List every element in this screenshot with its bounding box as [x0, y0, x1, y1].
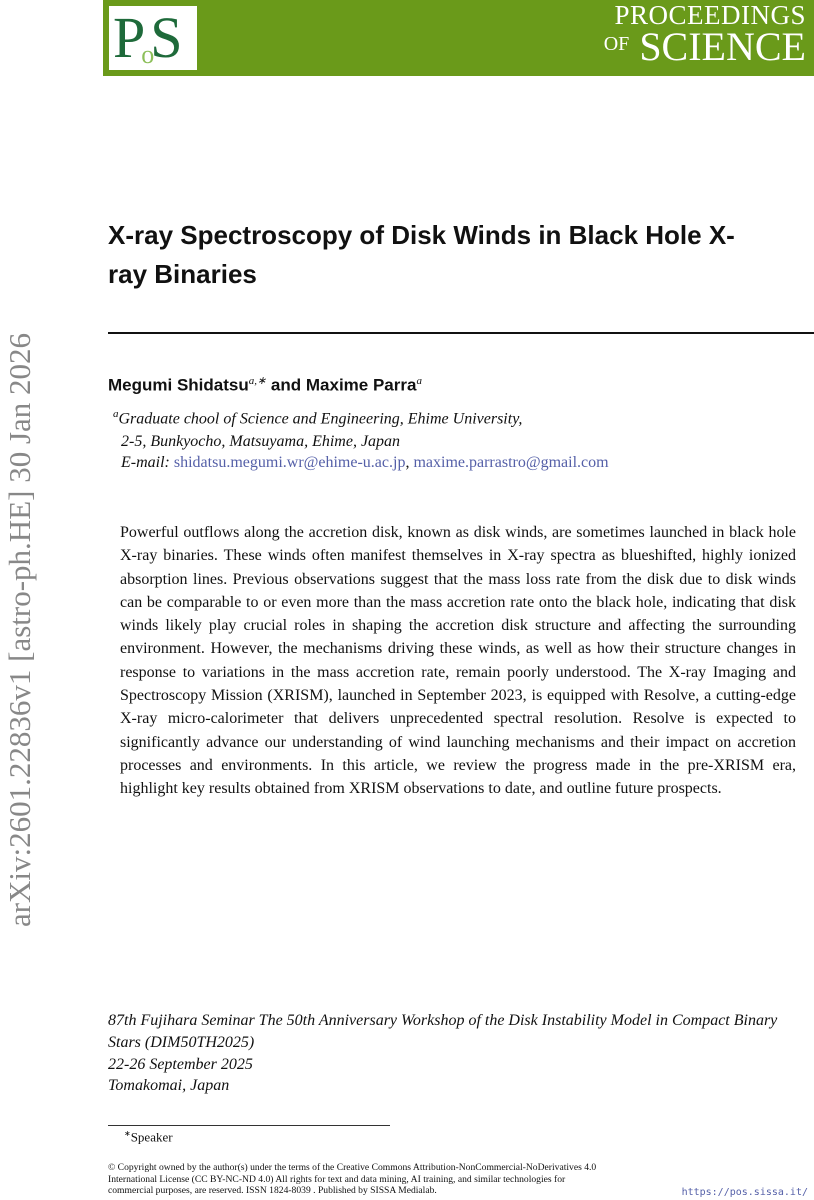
affiliation-line2: 2-5, Bunkyocho, Matsuyama, Ehime, Japan [121, 433, 401, 451]
affiliation-sup: a [113, 408, 119, 420]
arxiv-stamp: arXiv:2601.22836v1 [astro-ph.HE] 30 Jan 2026 [2, 332, 37, 928]
email-link-2[interactable]: maxime.parrastro@gmail.com [413, 454, 609, 471]
email-link-1[interactable]: shidatsu.megumi.wr@ehime-u.ac.jp [173, 454, 406, 471]
pos-logo: PoS [109, 6, 197, 70]
author-2-sup: a [416, 375, 422, 387]
pos-banner [103, 0, 814, 76]
paper-title: X-ray Spectroscopy of Disk Winds in Black Hole X-ray Binaries [108, 220, 735, 289]
title-rule [108, 332, 814, 334]
footnote [124, 1129, 173, 1145]
conference-name: 87th Fujihara Seminar The 50th Anniversary Workshop of the Disk Instability Model in Compact Binary Stars (DIM50TH2025) [108, 1012, 778, 1051]
conference-location: Tomakomai, Japan [108, 1077, 230, 1095]
copyright-notice: © Copyright owned by the author(s) under the terms of the Creative Commons Attribution-NonCommercial-NoDerivatives 4.0 International License (CC BY-NC-ND 4.0) All rights for text and data mining, AI training, and similar technologies for commercial purposes, are reserved. ISSN 1824-8039 . Published by SISSA Medialab. [108, 1162, 597, 1196]
footnote-mark: ∗ [124, 1129, 131, 1138]
author-1-sup: a,∗ [248, 375, 267, 387]
authors [108, 374, 422, 396]
affiliation-line1: Graduate chool of Science and Engineering, Ehime University, [118, 410, 523, 428]
journal-line2: SCIENCE [639, 24, 806, 69]
footnote-text: Speaker [130, 1129, 173, 1145]
author-1: Megumi Shidatsu [108, 375, 249, 395]
journal-title [604, 2, 806, 67]
conference-info [108, 1010, 808, 1097]
abstract: Powerful outflows along the accretion disk, known as disk winds, are sometimes launched in black hole X-ray binaries. These winds often manifest themselves in X-ray spectra as blueshifted, highly ionized absorption lines. Previous observations suggest that the mass loss rate from the disk due to disk winds can be comparable to or even more than the mass accretion rate onto the black hole, indicating that disk winds likely play crucial roles in shaping the accretion disk structure and affecting the surrounding environment. However, the mechanisms driving these winds, as well as how their structure changes in response to variations in the mass accretion rate, remain poorly understood. The X-ray Imaging and Spectroscopy Mission (XRISM), launched in September 2023, is equipped with Resolve, a cutting-edge X-ray micro-calorimeter that delivers unprecedented spectral resolution. Resolve is expected to significantly advance our understanding of wind launching mechanisms and their impact on accretion processes and environments. In this article, we review the progress made in the pre-XRISM era, highlight key results obtained from XRISM observations to date, and outline future prospects. [120, 524, 796, 798]
email-label: E-mail: [121, 454, 170, 471]
affiliation [113, 403, 522, 453]
email-sep: , [405, 454, 414, 471]
authors-and: and [266, 375, 306, 395]
footnote-rule [108, 1125, 390, 1126]
author-2: Maxime Parra [305, 375, 417, 395]
pos-url-link[interactable]: https://pos.sissa.it/ [681, 1187, 808, 1198]
conference-dates: 22-26 September 2025 [108, 1055, 253, 1073]
journal-of: OF [603, 33, 630, 55]
journal-line1: PROCEEDINGS [614, 0, 806, 30]
email-line [121, 454, 609, 472]
